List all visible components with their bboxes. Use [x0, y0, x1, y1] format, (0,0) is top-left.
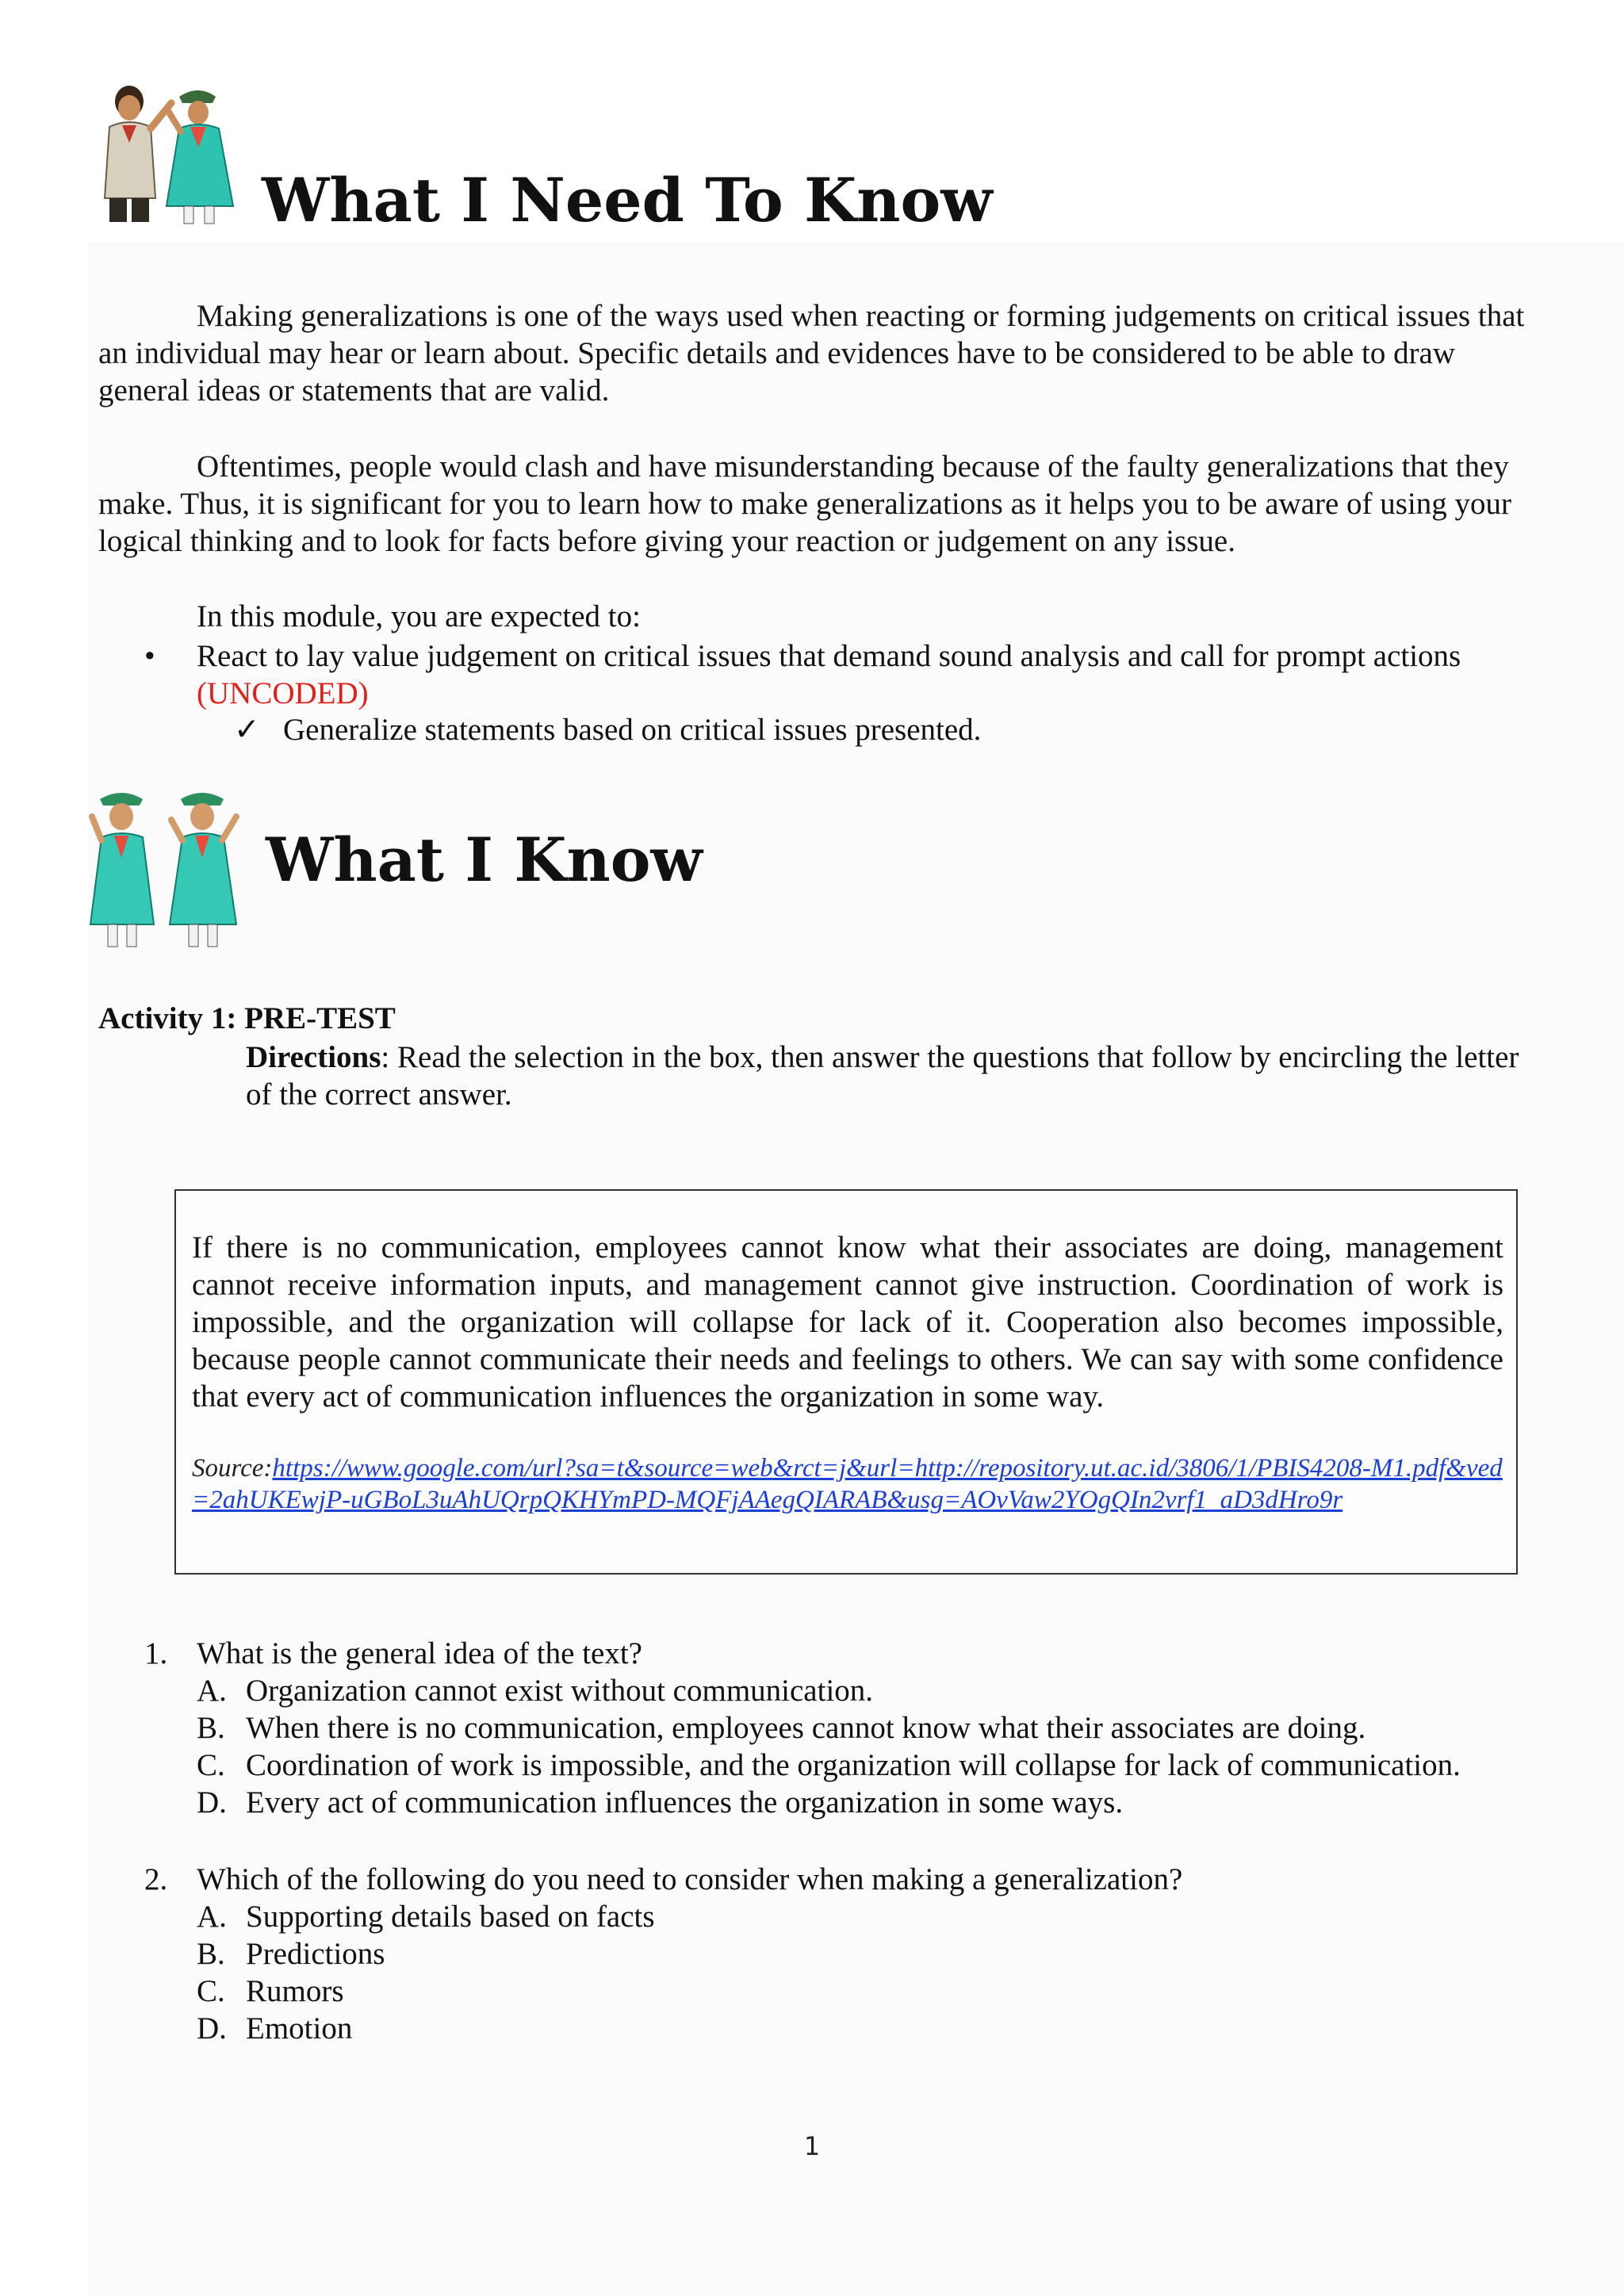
answer-option-a[interactable]: A. Organization cannot exist without communication. — [197, 1674, 874, 1708]
answer-option-d[interactable]: D. Every act of communication influences the organization in some ways. — [197, 1785, 1124, 1820]
answer-option-c[interactable]: C. Coordination of work is impossible, and the organization will collapse for lack of communication. — [197, 1748, 1461, 1782]
question-number: 2. — [144, 1862, 168, 1896]
answer-option-a[interactable]: A. Supporting details based on facts — [197, 1900, 655, 1934]
answer-option-b[interactable]: B. Predictions — [197, 1937, 385, 1971]
girl-scouts-illustration — [86, 785, 244, 951]
question-stem: What is the general idea of the text? — [197, 1636, 642, 1670]
activity-title: Activity 1: PRE-TEST — [98, 1001, 396, 1035]
source-label: Source: — [192, 1454, 273, 1483]
second-paragraph: Oftentimes, people would clash and have misunderstanding because of the faulty generalizations that they make. Thus, it is significant for you to learn how to make generalizations as it helps you to be aware of using your logical thinking and to look for facts before giving your reaction or judgement on any issue. — [98, 450, 1512, 558]
source-citation — [192, 1452, 1508, 1516]
page-number: 1 — [803, 2131, 821, 2161]
directions-label: Directions — [246, 1040, 381, 1074]
scouts-illustration — [86, 79, 244, 226]
section-title-what-i-know: What I Know — [266, 825, 703, 895]
selection-box — [174, 1189, 1518, 1575]
check-item: ✓ Generalize statements based on critical issues presented. — [234, 713, 982, 747]
directions-text: : Read the selection in the box, then answer the questions that follow by encircling the letter of the correct answer. — [246, 1040, 1519, 1112]
bullet-icon: • — [144, 639, 155, 673]
uncoded-tag: (UNCODED) — [197, 676, 369, 710]
answer-option-c[interactable]: C. Rumors — [197, 1974, 344, 2008]
section-title-what-i-need-to-know: What I Need To Know — [262, 165, 993, 235]
answer-option-b[interactable]: B. When there is no communication, employees cannot know what their associates are doing. — [197, 1711, 1366, 1745]
intro-paragraph: Making generalizations is one of the ways used when reacting or forming judgements on critical issues that an individual may hear or learn about. Specific details and evidences have to be considered to be able to draw general ideas or statements that are valid. — [98, 299, 1525, 408]
source-link[interactable]: https://www.google.com/url?sa=t&source=web&rct=j&url=http://repository.ut.ac.id/3806/1/PBIS4208-M1.pdf&ved=2ahUKEwjP-uGBoL3uAhUQrpQKHYmPD-MQFjAAegQIARAB&usg=AOvVaw2YOgQIn2vrf1_aD3dHro9r — [192, 1454, 1503, 1514]
objective-text: React to lay value judgement on critical issues that demand sound analysis and call for prompt actions — [197, 639, 1461, 673]
selection-text: If there is no communication, employees cannot know what their associates are doing, management cannot receive information inputs, and management cannot give instruction. Coordination of work is impossible, and the organization will collapse for lack of it. Cooperation also becomes impossible, because people cannot communicate their needs and feelings to others. We can say with some confidence that every act of communication influences the organization in some way. — [192, 1230, 1503, 1414]
expectations-intro: In this module, you are expected to: — [197, 599, 641, 633]
question-number: 1. — [144, 1636, 168, 1670]
answer-option-d[interactable]: D. Emotion — [197, 2011, 353, 2045]
question-stem: Which of the following do you need to consider when making a generalization? — [197, 1862, 1183, 1896]
directions — [246, 1039, 1530, 1113]
checkmark-icon: ✓ — [234, 713, 260, 747]
